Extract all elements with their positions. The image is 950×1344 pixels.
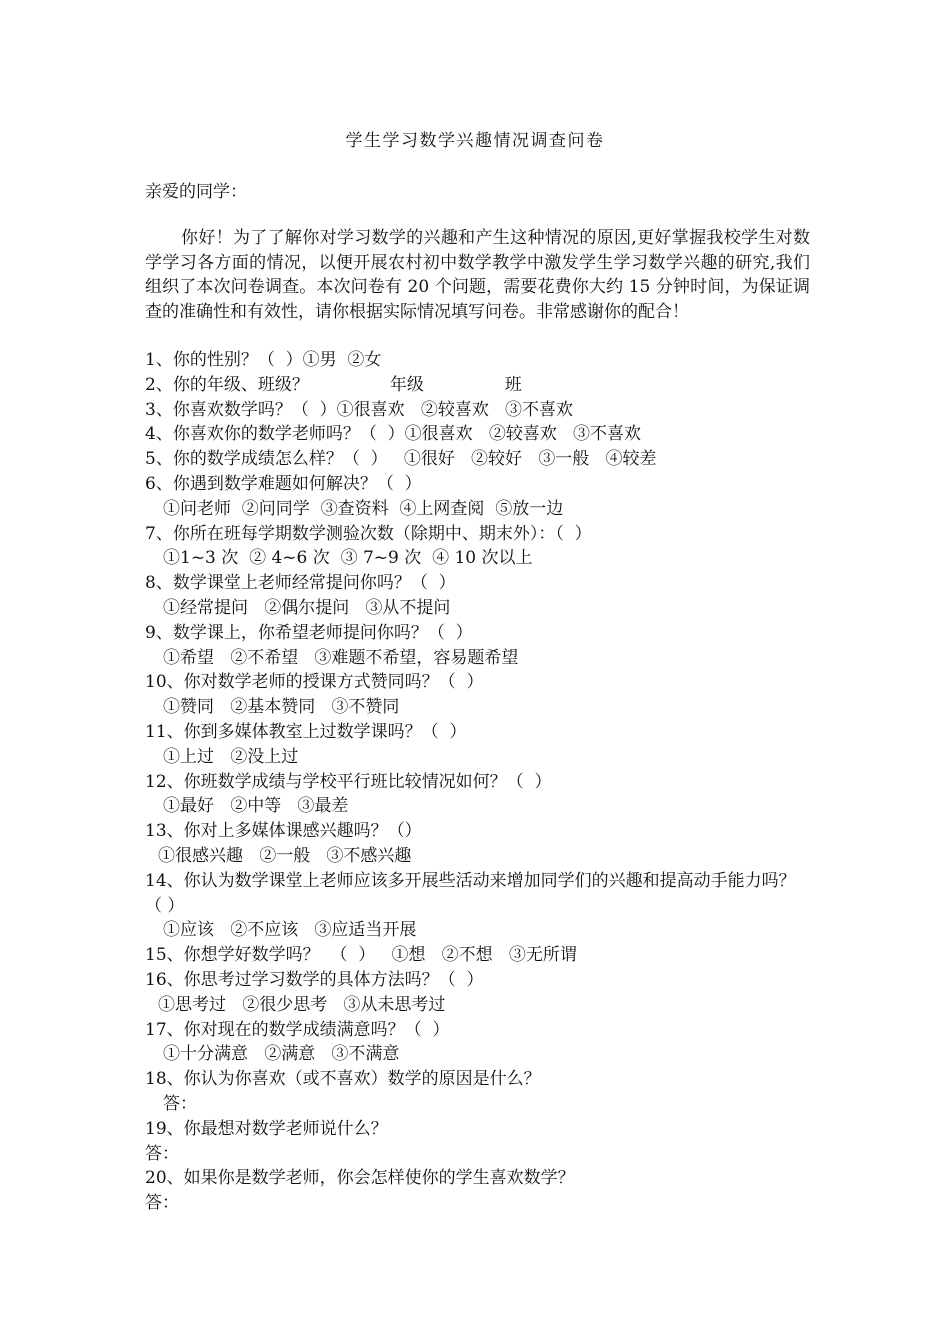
question-11: 11、你到多媒体教室上过数学课吗？（ ） <box>145 721 467 742</box>
document-title: 学生学习数学兴趣情况调查问卷 <box>345 131 605 151</box>
question-17: 17、你对现在的数学成绩满意吗？（ ） <box>145 1019 450 1040</box>
question-7-options: ①1~3 次 ② 4~6 次 ③ 7~9 次 ④ 10 次以上 <box>163 548 533 569</box>
question-8-options: ①经常提问 ②偶尔提问 ③从不提问 <box>163 597 451 618</box>
question-12-options: ①最好 ②中等 ③最差 <box>163 796 349 817</box>
question-16-options: ①思考过 ②很少思考 ③从未思考过 <box>158 994 446 1015</box>
question-9-options: ①希望 ②不希望 ③难题不希望，容易题希望 <box>163 647 519 668</box>
question-8: 8、数学课堂上老师经常提问你吗？（ ） <box>145 573 456 594</box>
greeting: 亲爱的同学： <box>145 182 247 202</box>
question-10: 10、你对数学老师的授课方式赞同吗？（ ） <box>145 672 484 693</box>
question-10-options: ①赞同 ②基本赞同 ③不赞同 <box>163 697 400 718</box>
question-3: 3、你喜欢数学吗？（ ）①很喜欢 ②较喜欢 ③不喜欢 <box>145 399 574 420</box>
question-6: 6、你遇到数学难题如何解决？（ ） <box>145 473 422 494</box>
question-4: 4、你喜欢你的数学老师吗？（ ）①很喜欢 ②较喜欢 ③不喜欢 <box>145 424 642 445</box>
question-18: 18、你认为你喜欢（或不喜欢）数学的原因是什么？ <box>145 1069 541 1090</box>
question-16: 16、你思考过学习数学的具体方法吗？（ ） <box>145 969 484 990</box>
question-14-options: ①应该 ②不应该 ③应适当开展 <box>163 920 417 941</box>
answer-18-label: 答： <box>163 1093 197 1114</box>
question-20: 20、如果你是数学老师，你会怎样使你的学生喜欢数学？ <box>145 1168 575 1189</box>
intro-paragraph: 你好！为了了解你对学习数学的兴趣和产生这种情况的原因,更好掌握我校学生对数学学习各方面的情况，以便开展农村初中数学教学中激发学生学习数学兴趣的研究,我们组织了本次问卷调查。本次问卷有 20 个问题，需要花费你大约 15 分钟时间，为保证调查的准确性和有效性，请你根据实际情况填写问卷。非常感谢你的配合！ <box>145 228 810 323</box>
question-13: 13、你对上多媒体课感兴趣吗？（） <box>145 821 422 842</box>
question-9: 9、数学课上，你希望老师提问你吗？（ ） <box>145 622 473 643</box>
question-7: 7、你所在班每学期数学测验次数（除期中、期末外）：（ ） <box>145 523 592 544</box>
question-17-options: ①十分满意 ②满意 ③不满意 <box>163 1044 400 1065</box>
question-5: 5、你的数学成绩怎么样？（ ） ①很好 ②较好 ③一般 ④较差 <box>145 449 657 470</box>
question-12: 12、你班数学成绩与学校平行班比较情况如何？（ ） <box>145 771 552 792</box>
question-6-options: ①问老师 ②问同学 ③查资料 ④上网查阅 ⑤放一边 <box>163 498 564 519</box>
answer-20-label: 答： <box>145 1193 179 1214</box>
question-11-options: ①上过 ②没上过 <box>163 746 299 767</box>
question-1: 1、你的性别？（ ）①男 ②女 <box>145 350 382 370</box>
answer-19-label: 答： <box>145 1143 179 1164</box>
question-list <box>145 348 825 1216</box>
question-14: 14、你认为数学课堂上老师应该多开展些活动来增加同学们的兴趣和提高动手能力吗？（ ） <box>145 870 796 916</box>
question-13-options: ①很感兴趣 ②一般 ③不感兴趣 <box>158 845 412 866</box>
question-19: 19、你最想对数学老师说什么？ <box>145 1118 388 1139</box>
question-2: 2、你的年级、班级？ 年级 班 <box>145 374 522 395</box>
question-15: 15、你想学好数学吗？ （ ） ①想 ②不想 ③无所谓 <box>145 945 577 966</box>
